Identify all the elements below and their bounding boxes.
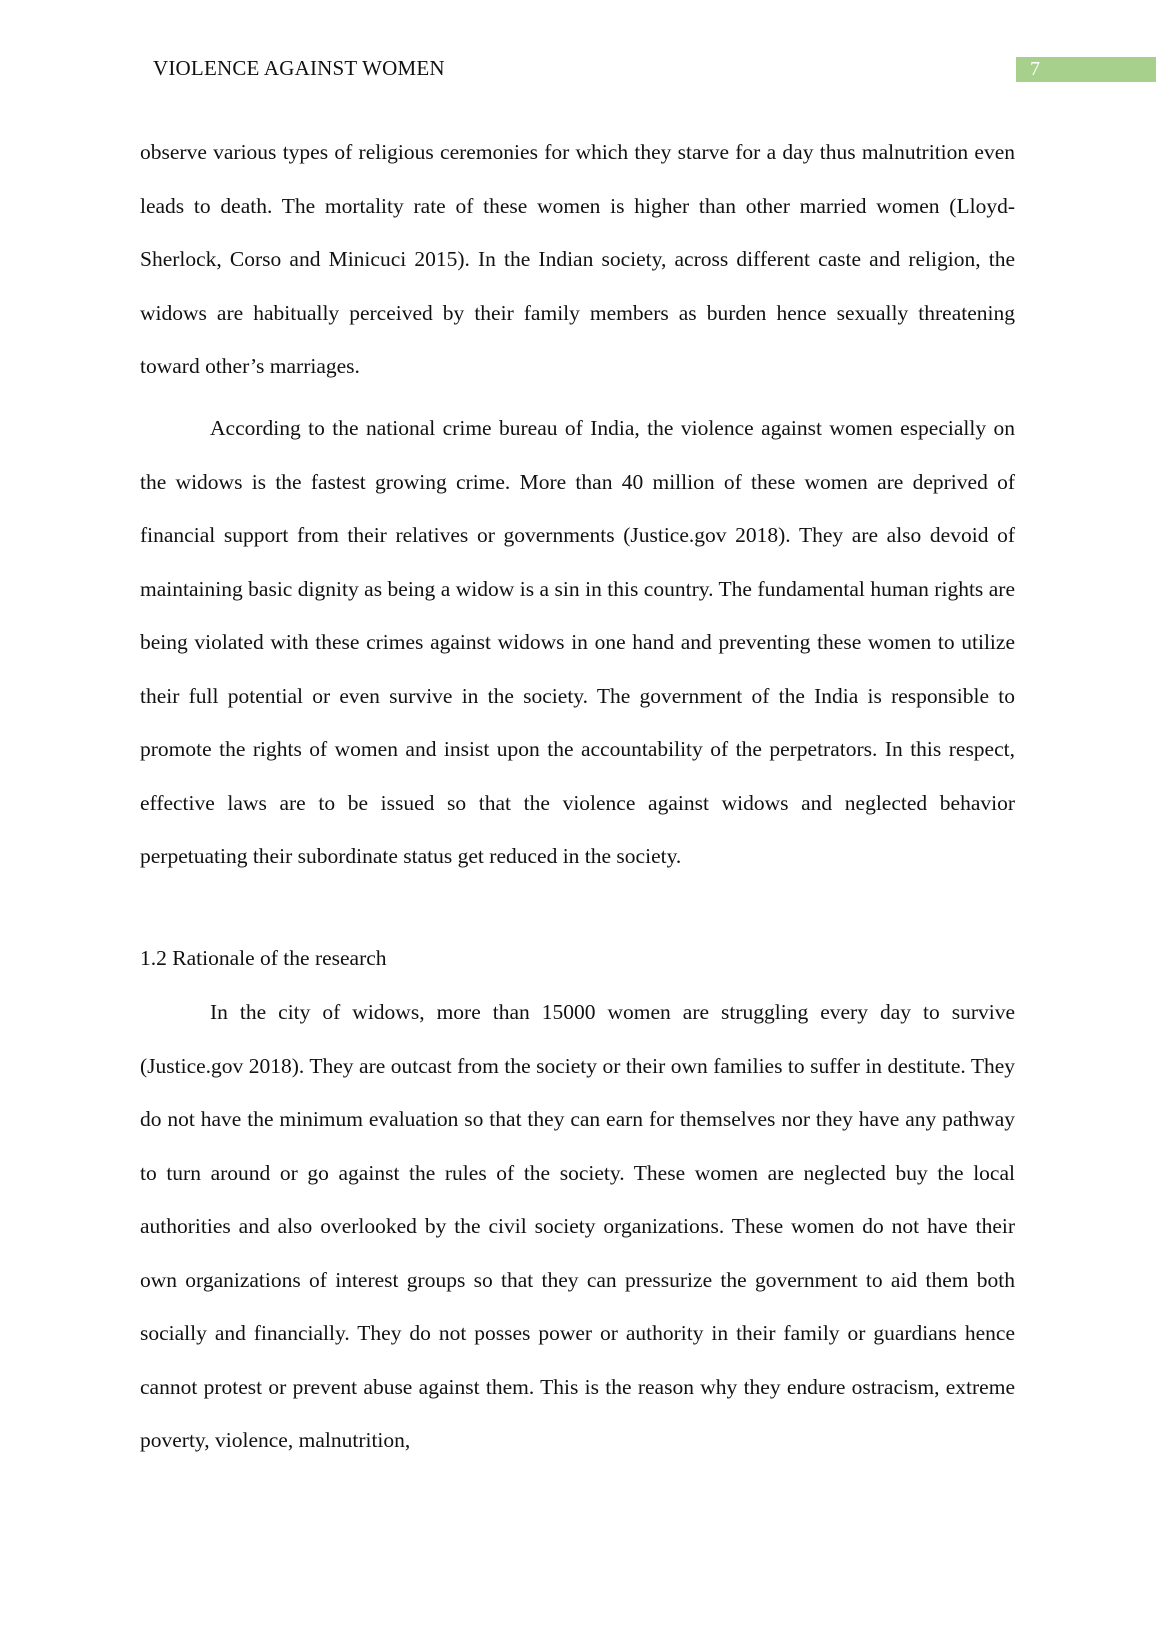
body-paragraph-3: In the city of widows, more than 15000 women are struggling every day to survive (Justice.gov 2018). They are outcast from the society or their own families to suffer in destitute. They do not have the minimum evaluation so that they can earn for themselves nor they have any pathway to turn around or go against the rules of the society. These women are neglected buy the local authorities and also overlooked by the civil society organizations. These women do not have their own organizations of interest groups so that they can pressurize the government to aid them both socially and financially. They do not posses power or authority in their family or guardians hence cannot protest or prevent abuse against them. This is the reason why they endure ostracism, extreme poverty, violence, malnutrition, xyxy=(140,1000,1015,1452)
body-paragraph-1: observe various types of religious ceremonies for which they starve for a day thus malnutrition even leads to death. The mortality rate of these women is higher than other married women (Lloyd-Sherlock, Corso and Minicuci 2015). In the Indian society, across different caste and religion, the widows are habitually perceived by their family members as burden hence sexually threatening toward other’s marriages. xyxy=(140,140,1015,378)
body-paragraph-2: According to the national crime bureau of India, the violence against women especially on the widows is the fastest growing crime. More than 40 million of these women are deprived of financial support from their relatives or governments (Justice.gov 2018). They are also devoid of maintaining basic dignity as being a widow is a sin in this country. The fundamental human rights are being violated with these crimes against widows in one hand and preventing these women to utilize their full potential or even survive in the society. The government of the India is responsible to promote the rights of women and insist upon the accountability of the perpetrators. In this respect, effective laws are to be issued so that the violence against widows and neglected behavior perpetuating their subordinate status get reduced in the society. xyxy=(140,416,1015,868)
page-number-badge: 7 xyxy=(1016,57,1156,82)
section-heading: 1.2 Rationale of the research xyxy=(140,946,387,970)
running-header-title: VIOLENCE AGAINST WOMEN xyxy=(153,56,445,80)
